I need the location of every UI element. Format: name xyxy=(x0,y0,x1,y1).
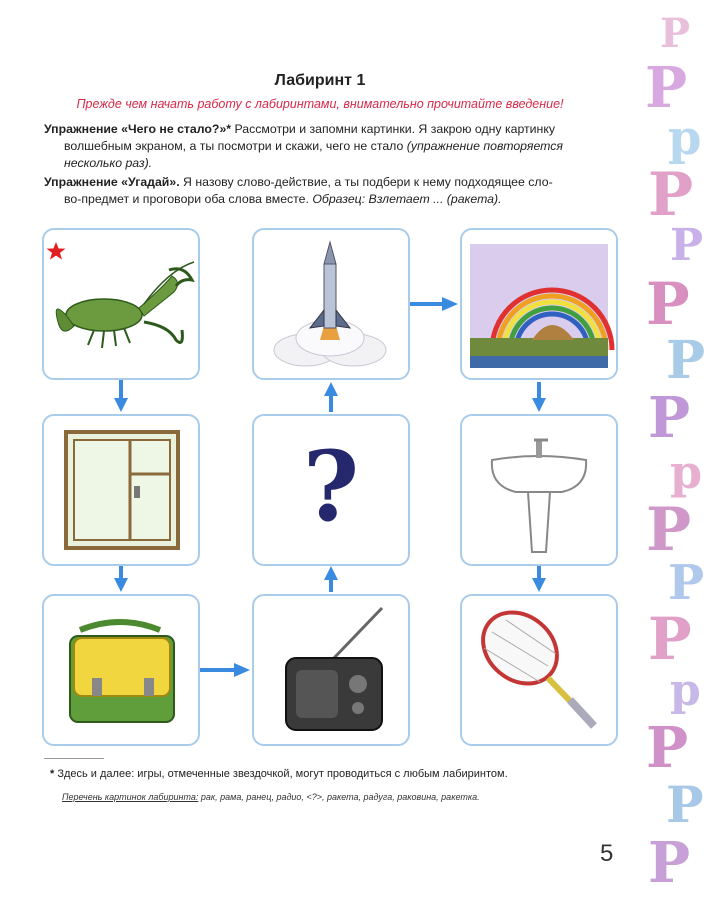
satchel-icon xyxy=(70,622,174,722)
arrow-up-2 xyxy=(322,380,340,414)
arrow-right-1 xyxy=(198,660,252,680)
card-crayfish xyxy=(42,228,200,380)
arrow-down-1 xyxy=(112,378,130,414)
exercise-2-example: Образец: Взлетает ... (ракета). xyxy=(312,192,502,206)
exercise-2 xyxy=(44,174,634,208)
picture-list-label: Перечень картинок лабиринта: xyxy=(62,792,199,802)
exercise-1-label: Упражнение «Чего не стало?»* xyxy=(44,122,232,136)
tennis-racket-icon xyxy=(469,598,594,726)
card-question xyxy=(252,414,410,566)
arrow-up-1 xyxy=(322,564,340,594)
decorative-letter-border: Р Р р Р Р Р Р Р р Р Р Р р Р Р Р xyxy=(645,10,705,896)
card-sink xyxy=(460,414,618,566)
page-title: Лабиринт 1 xyxy=(274,72,366,89)
card-radio xyxy=(252,594,410,746)
exercise-1-note-a: (упражнение повторяется xyxy=(406,139,563,153)
card-rainbow xyxy=(460,228,618,380)
page-number: 5 xyxy=(600,840,614,867)
window-frame-icon xyxy=(66,432,178,548)
rocket-icon xyxy=(274,242,386,366)
question-mark: ? xyxy=(302,430,360,543)
radio-icon xyxy=(286,608,382,730)
rainbow-icon xyxy=(470,244,612,368)
exercise-2-line1: Я назову слово-действие, а ты подбери к нему подходящее сло- xyxy=(179,175,553,189)
page-subtitle: Прежде чем начать работу с лабиринтами, внимательно прочитайте введение! xyxy=(76,97,564,111)
arrow-right-2 xyxy=(408,294,460,314)
picture-list-items: рак, рама, ранец, радио, <?>, ракета, радуга, раковина, ракетка. xyxy=(198,792,480,802)
footnote-star: * xyxy=(50,768,55,780)
exercise-2-label: Упражнение «Угадай». xyxy=(44,175,180,189)
arrow-down-2 xyxy=(112,564,130,594)
exercise-1-line2: волшебным экраном, а ты посмотри и скажи, чего не стало xyxy=(64,139,407,153)
exercise-1-note-b: несколько раз). xyxy=(64,156,153,170)
arrow-down-3 xyxy=(530,380,548,414)
crayfish-icon xyxy=(56,262,194,348)
card-racket xyxy=(460,594,618,746)
picture-list xyxy=(62,792,480,802)
card-satchel xyxy=(42,594,200,746)
card-window-frame xyxy=(42,414,200,566)
card-rocket xyxy=(252,228,410,380)
footnote-divider xyxy=(44,758,104,759)
exercise-2-line2: во-предмет и проговори оба слова вместе. xyxy=(64,192,313,206)
exercise-1-line1: Рассмотри и запомни картинки. Я закрою одну картинку xyxy=(231,122,556,136)
star-icon xyxy=(47,242,66,260)
footnote-text: Здесь и далее: игры, отмеченные звездочкой, могут проводиться с любым лабиринтом. xyxy=(54,768,508,780)
exercise-1 xyxy=(44,121,634,172)
arrow-down-4 xyxy=(530,564,548,594)
sink-icon xyxy=(492,440,586,552)
footnote xyxy=(50,768,508,780)
